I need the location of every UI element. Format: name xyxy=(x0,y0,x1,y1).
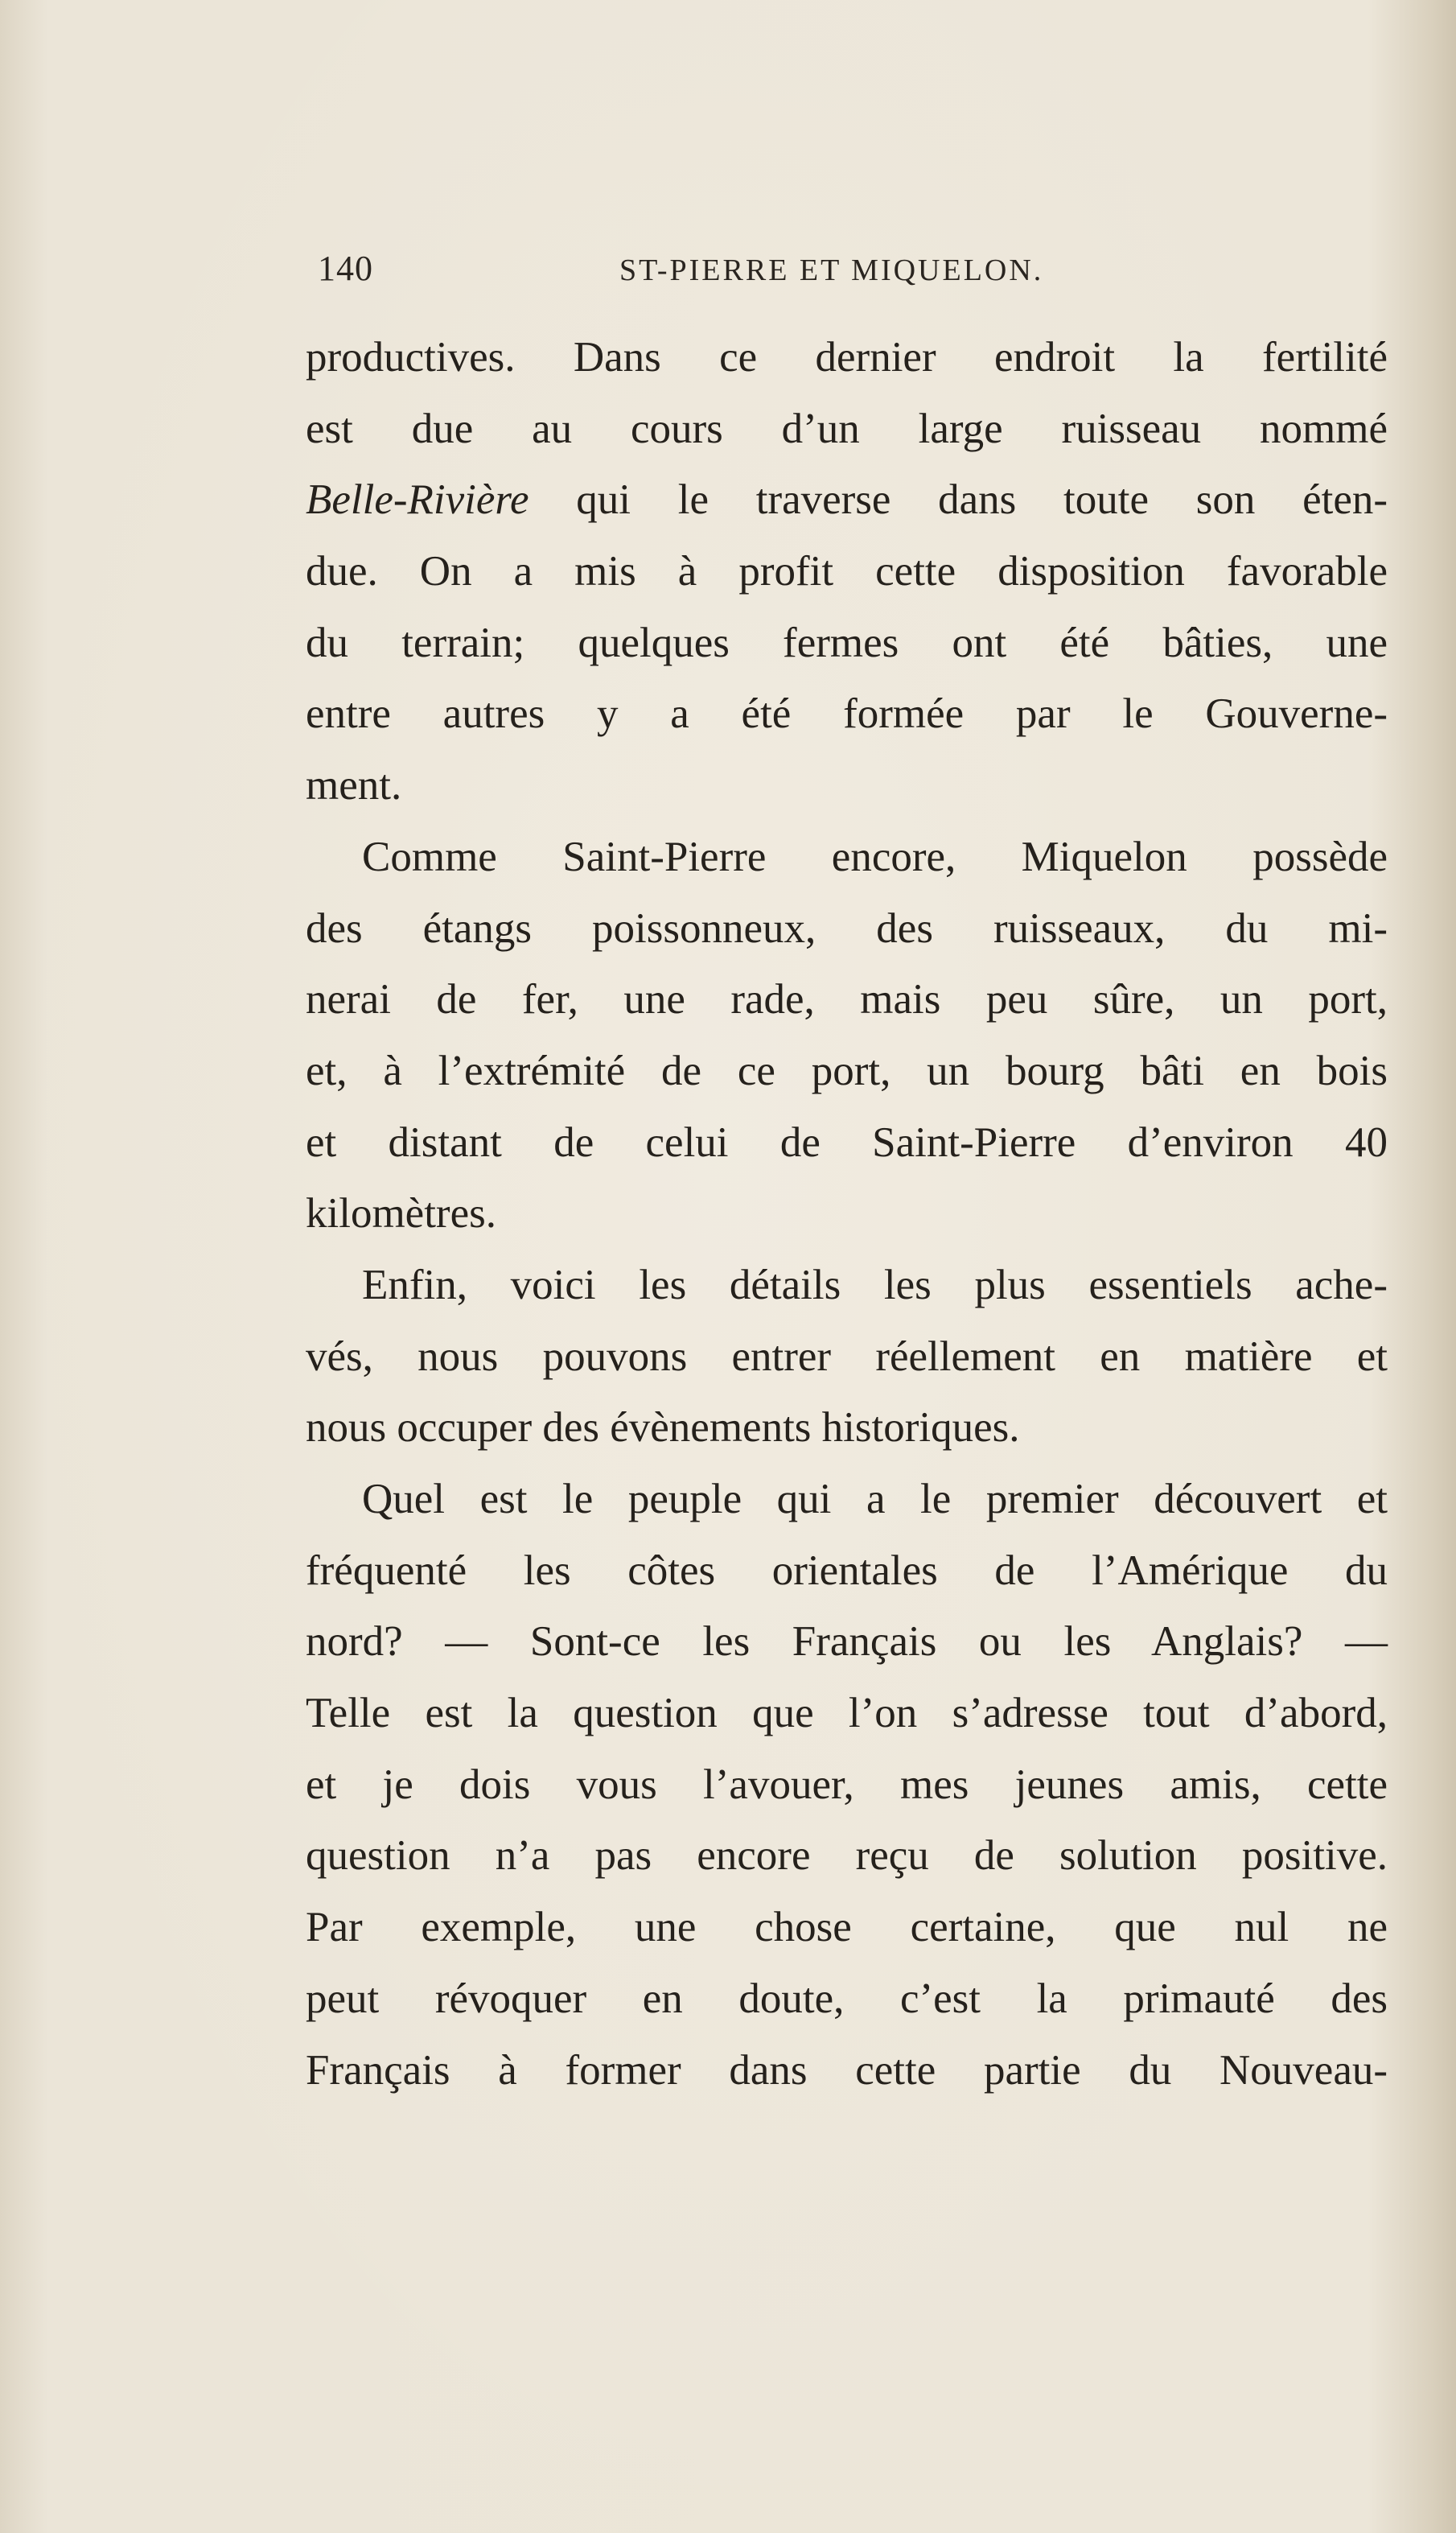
text-line: due. On a mis à profit cette disposition favorable xyxy=(306,548,1388,595)
running-head: ST-PIERRE ET MIQUELON. xyxy=(619,253,1044,287)
text-line: vés, nous pouvons entrer réellement en matière et xyxy=(306,1332,1388,1380)
text-line: des étangs poissonneux, des ruisseaux, du mi- xyxy=(306,904,1388,952)
place-name-italic: Belle-Rivière xyxy=(306,476,529,524)
text-line: du terrain; quelques fermes ont été bâties, une xyxy=(306,619,1388,666)
text-line: Telle est la question que l’on s’adresse tout d’abord, xyxy=(306,1690,1388,1737)
text-line-rest: qui le traverse dans toute son éten- xyxy=(529,476,1388,524)
paragraph-first-line: Comme Saint-Pierre encore, Miquelon possède xyxy=(362,833,1388,880)
paragraph-first-line: Enfin, voici les détails les plus essentiels ache- xyxy=(362,1261,1388,1308)
text-line: question n’a pas encore reçu de solution positive. xyxy=(306,1832,1388,1880)
text-line: entre autres y a été formée par le Gouverne- xyxy=(306,690,1388,738)
text-line: nord? — Sont-ce les Français ou les Anglais? — xyxy=(306,1618,1388,1666)
text-line xyxy=(306,464,1388,536)
text-line: peut révoquer en doute, c’est la primauté des xyxy=(306,1975,1388,2022)
text-line: et distant de celui de Saint-Pierre d’environ 40 xyxy=(306,1118,1388,1166)
text-line: fréquenté les côtes orientales de l’Amérique du xyxy=(306,1547,1388,1594)
text-line: et je dois vous l’avouer, mes jeunes amis, cette xyxy=(306,1761,1388,1808)
text-line: et, à l’extrémité de ce port, un bourg bâti en bois xyxy=(306,1047,1388,1094)
body-text xyxy=(306,322,1388,2106)
text-line: Par exemple, une chose certaine, que nul ne xyxy=(306,1904,1388,1951)
text-line: ment. xyxy=(306,762,402,809)
paragraph-first-line: Quel est le peuple qui a le premier découvert et xyxy=(362,1476,1388,1522)
text-line: est due au cours d’un large ruisseau nommé xyxy=(306,405,1388,452)
page-number: 140 xyxy=(318,249,373,288)
text-line: productives. Dans ce dernier endroit la fertilité xyxy=(306,334,1388,381)
text-line: nous occuper des évènements historiques. xyxy=(306,1404,1020,1452)
text-line: nerai de fer, une rade, mais peu sûre, un port, xyxy=(306,976,1388,1023)
text-line: kilomètres. xyxy=(306,1190,496,1238)
page-header xyxy=(310,248,1078,296)
text-line: Français à former dans cette partie du Nouveau- xyxy=(306,2046,1388,2094)
